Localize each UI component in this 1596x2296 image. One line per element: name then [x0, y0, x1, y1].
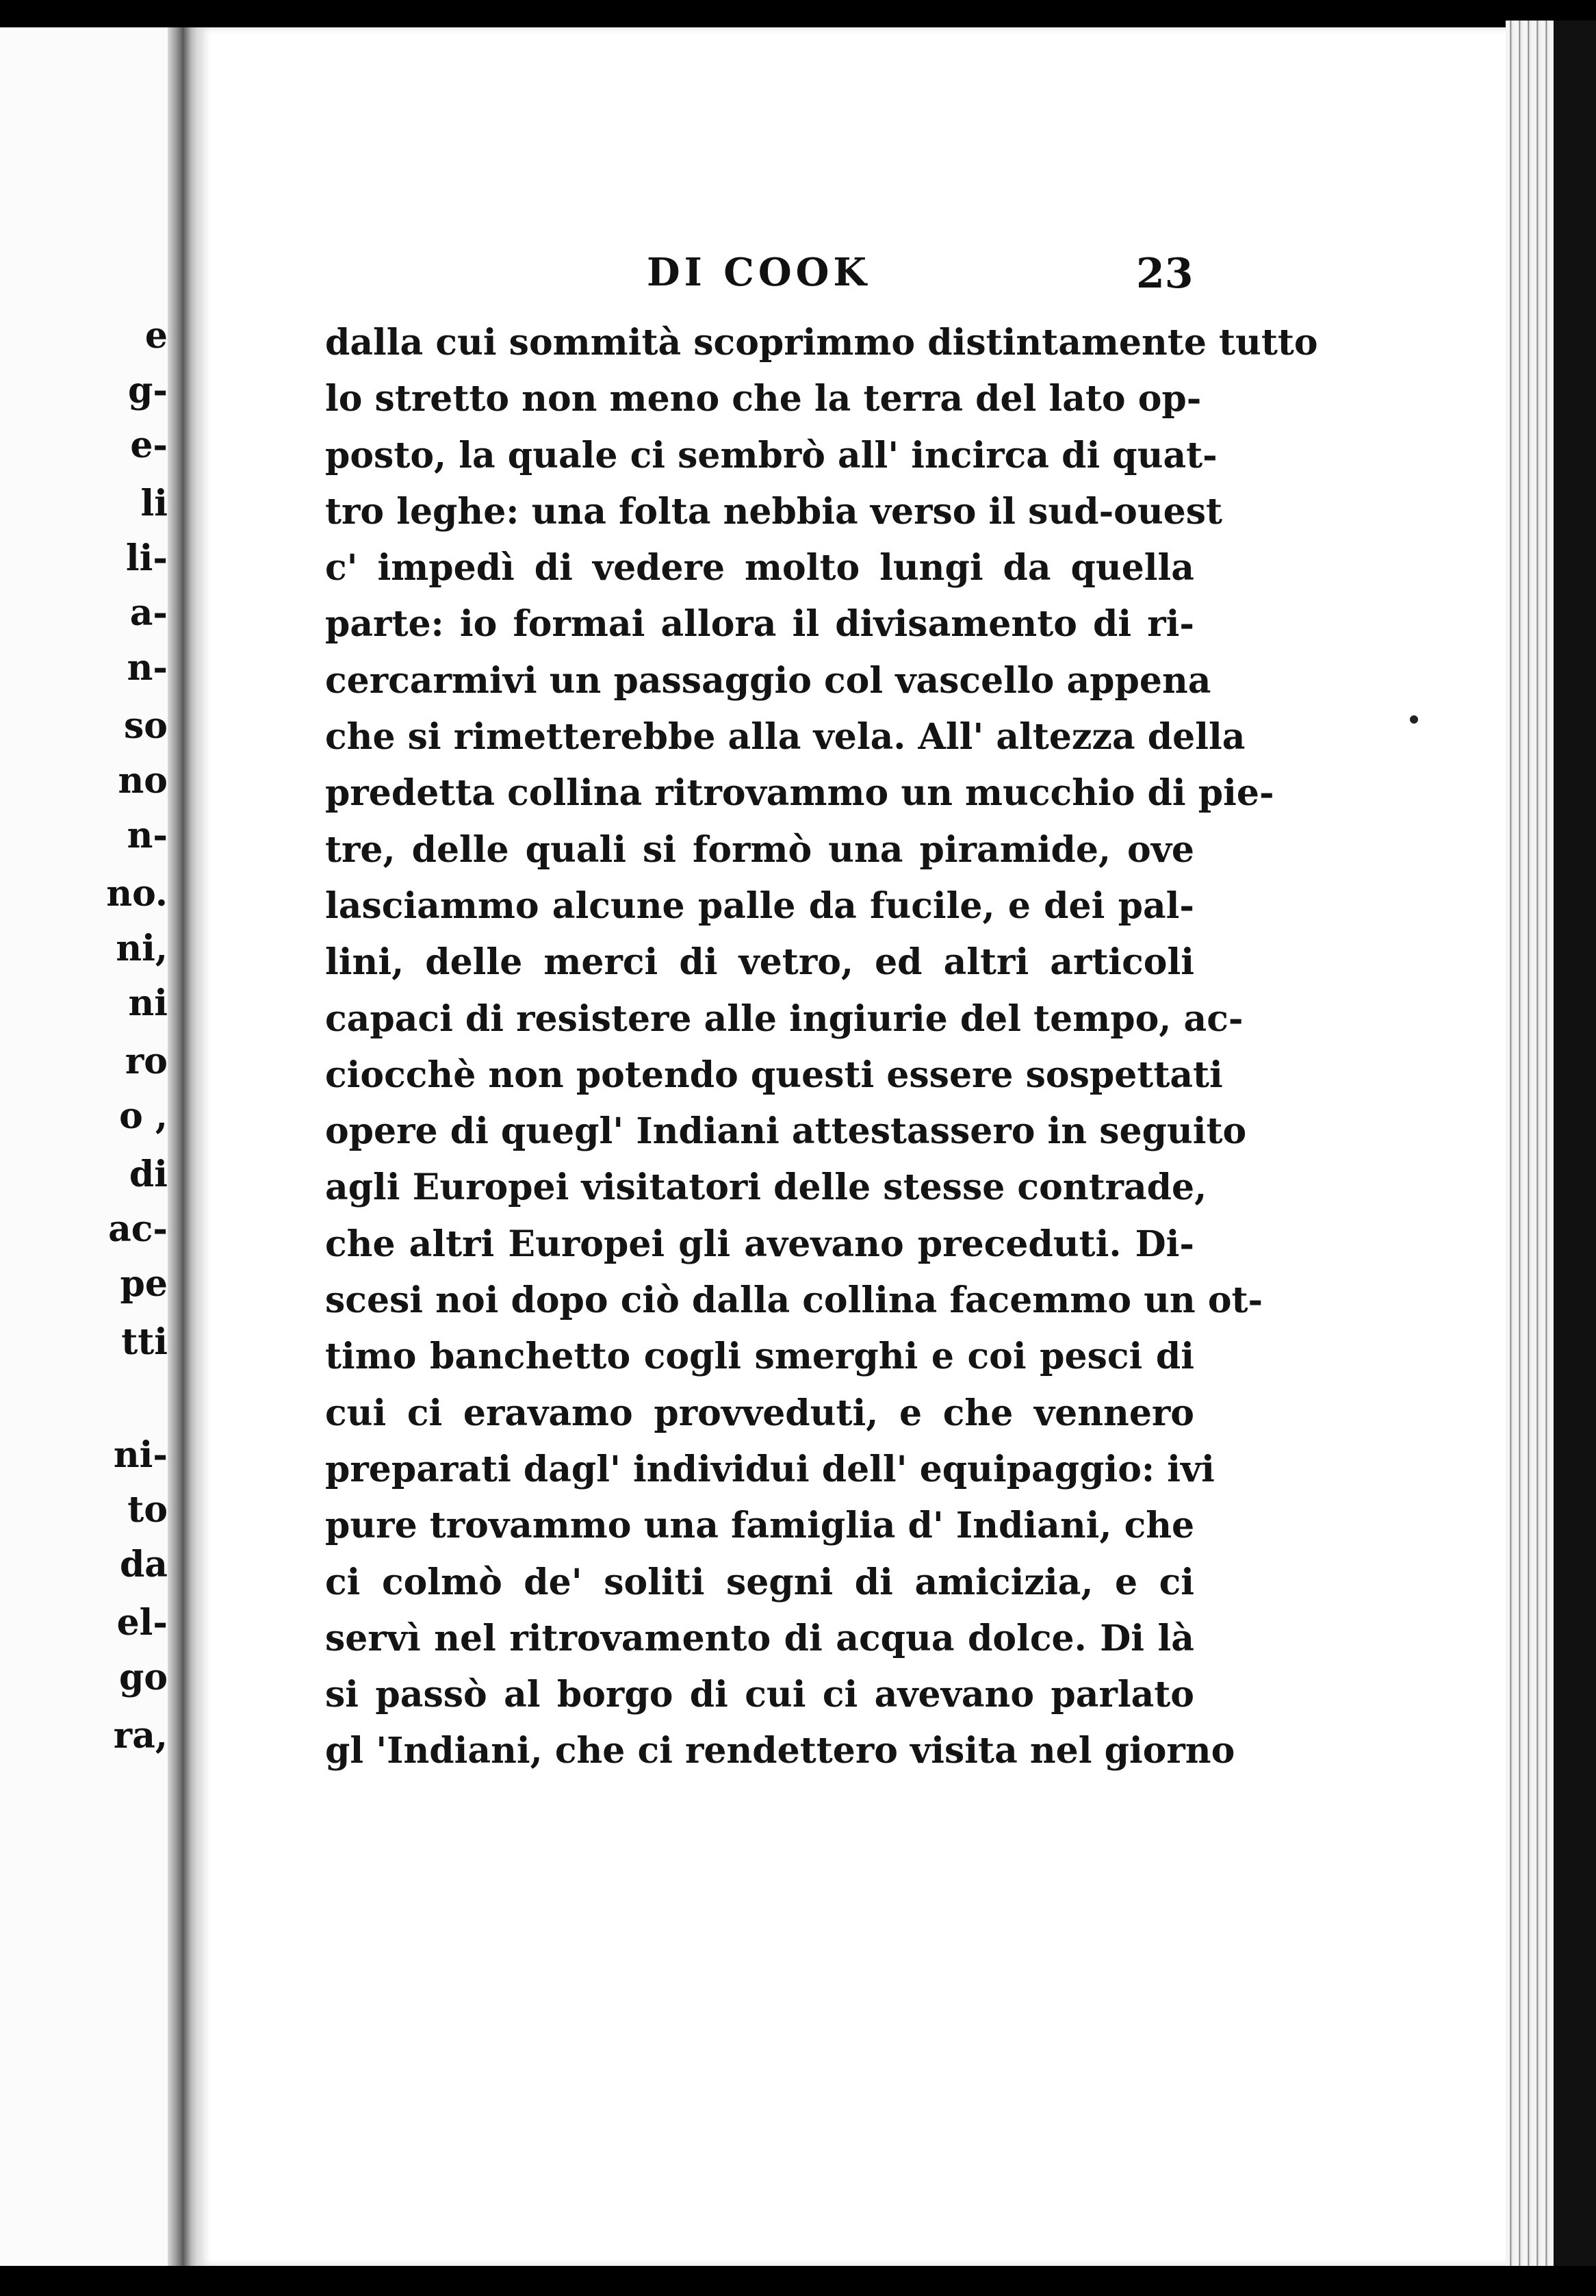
text-line: cercarmivi un passaggio col vascello appena: [325, 659, 1211, 702]
previous-page-edge: [0, 27, 175, 2266]
page-number: 23: [1136, 250, 1194, 298]
text-line: opere di quegl' Indiani attestassero in seguito: [325, 1110, 1247, 1153]
text-line: si passò al borgo di cui ci avevano parlato: [325, 1674, 1194, 1716]
previous-page-fragment: ro: [125, 1041, 168, 1082]
previous-page-fragment: e: [144, 315, 168, 357]
text-line: ci colmò de' soliti segni di amicizia, e ci: [325, 1561, 1194, 1603]
text-line: cui ci eravamo provveduti, e che vennero: [325, 1392, 1194, 1434]
previous-page-fragment: pe: [120, 1263, 168, 1305]
previous-page-fragment: to: [127, 1489, 168, 1531]
previous-page-fragment: ac-: [108, 1208, 168, 1250]
previous-page-fragment: go: [118, 1657, 168, 1698]
book-gutter: [168, 27, 202, 2266]
running-head: DI COOK: [647, 250, 871, 295]
text-line: lini, delle merci di vetro, ed altri articoli: [325, 941, 1194, 984]
scan-border-right: [1554, 21, 1596, 2266]
previous-page-fragment: g-: [128, 370, 168, 411]
previous-page-fragment: ni-: [113, 1434, 168, 1476]
previous-page-fragment: n-: [127, 647, 168, 689]
text-line: predetta collina ritrovammo un mucchio di pie-: [325, 772, 1274, 815]
text-line: che altri Europei gli avevano preceduti. Di-: [325, 1223, 1194, 1265]
ink-speck: [1410, 715, 1418, 724]
previous-page-fragment: li: [140, 483, 168, 524]
previous-page-fragment: ni: [128, 982, 168, 1024]
previous-page-fragment: a-: [129, 592, 168, 634]
text-line: gl 'Indiani, che ci rendettero visita nel giorno: [325, 1730, 1235, 1772]
previous-page-fragment: el-: [116, 1602, 168, 1644]
previous-page-fragment: no: [118, 760, 168, 802]
text-line: tro leghe: una folta nebbia verso il sud-ouest: [325, 490, 1223, 533]
scan-border-top: [0, 0, 1596, 27]
previous-page-fragment: ra,: [113, 1715, 168, 1757]
previous-page-fragment: da: [119, 1544, 168, 1585]
text-line: parte: io formai allora il divisamento di ri-: [325, 603, 1194, 646]
text-line: timo banchetto cogli smerghi e coi pesci di: [325, 1336, 1194, 1378]
text-line: scesi noi dopo ciò dalla collina facemmo un ot-: [325, 1279, 1263, 1322]
previous-page-fragment: e-: [130, 424, 168, 466]
text-line: servì nel ritrovamento di acqua dolce. Di là: [325, 1617, 1194, 1659]
text-line: posto, la quale ci sembrò all' incirca di quat-: [325, 434, 1218, 476]
previous-page-fragment: di: [129, 1153, 168, 1195]
previous-page-fragment: o ,: [119, 1095, 168, 1137]
previous-page-fragment: n-: [127, 815, 168, 856]
scan-border-bottom: [0, 2266, 1596, 2296]
text-line: preparati dagl' individui dell' equipaggio: ivi: [325, 1448, 1215, 1490]
text-line: dalla cui sommità scoprimmo distintamente tutto: [325, 322, 1318, 363]
text-line: tre, delle quali si formò una piramide, ove: [325, 828, 1194, 871]
text-line: che si rimetterebbe alla vela. All' altezza della: [325, 716, 1246, 758]
text-line: ciocchè non potendo questi essere sospettati: [325, 1054, 1223, 1096]
previous-page-fragment: ni,: [116, 928, 168, 969]
body-text: [325, 315, 1318, 1780]
text-line: lo stretto non meno che la terra del lato op-: [325, 378, 1202, 420]
previous-page-fragment: tti: [121, 1321, 168, 1363]
text-line: pure trovammo una famiglia d' Indiani, che: [325, 1505, 1195, 1547]
previous-page-fragment: so: [124, 705, 168, 747]
text-line: c' impedì di vedere molto lungi da quella: [325, 547, 1194, 589]
page-stack-edges: [1506, 21, 1554, 2266]
previous-page-fragment: no.: [106, 873, 168, 915]
text-line: agli Europei visitatori delle stesse contrade,: [325, 1166, 1207, 1209]
text-line: capaci di resistere alle ingiurie del tempo, ac-: [325, 997, 1244, 1040]
previous-page-fragment: li-: [125, 537, 168, 579]
text-line: lasciammo alcune palle da fucile, e dei pal-: [325, 884, 1194, 927]
